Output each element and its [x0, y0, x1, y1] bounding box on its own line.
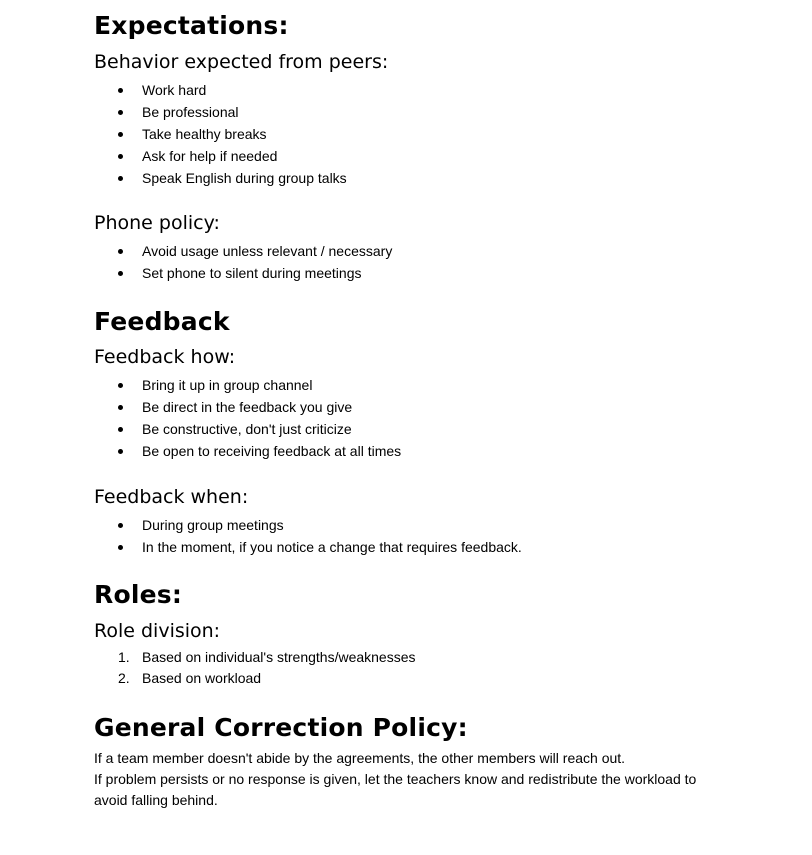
list-item: Ask for help if needed [94, 145, 347, 167]
peers-subheading: Behavior expected from peers: [94, 51, 389, 73]
list-item: Bring it up in group channel [94, 374, 401, 396]
role-division-subheading: Role division: [94, 620, 221, 642]
bullet-icon [118, 154, 123, 159]
list-number: 1. [118, 649, 130, 665]
bullet-icon [118, 405, 123, 410]
correction-paragraph: If a team member doesn't abide by the agreements, the other members will reach out. [94, 750, 626, 766]
bullet-icon [118, 545, 123, 550]
phone-subheading: Phone policy: [94, 212, 220, 234]
list-item: Work hard [94, 79, 347, 101]
phone-list [94, 240, 392, 284]
list-item: 2. Based on workload [94, 668, 416, 689]
bullet-icon [118, 132, 123, 137]
peers-list [94, 79, 347, 189]
list-item: Be open to receiving feedback at all times [94, 440, 401, 462]
feedback-how-subheading: Feedback how: [94, 346, 236, 368]
feedback-when-list [94, 514, 522, 558]
bullet-icon [118, 383, 123, 388]
bullet-icon [118, 271, 123, 276]
feedback-heading: Feedback [94, 307, 230, 336]
list-item: Set phone to silent during meetings [94, 262, 392, 284]
bullet-icon [118, 88, 123, 93]
role-division-list [94, 647, 416, 689]
bullet-icon [118, 523, 123, 528]
list-item: Be constructive, don't just criticize [94, 418, 401, 440]
list-number: 2. [118, 670, 130, 686]
list-item: Avoid usage unless relevant / necessary [94, 240, 392, 262]
bullet-icon [118, 249, 123, 254]
list-item: Take healthy breaks [94, 123, 347, 145]
bullet-icon [118, 449, 123, 454]
list-item: 1. Based on individual's strengths/weaknesses [94, 647, 416, 668]
bullet-icon [118, 427, 123, 432]
list-item: During group meetings [94, 514, 522, 536]
list-item: In the moment, if you notice a change that requires feedback. [94, 536, 522, 558]
list-item: Speak English during group talks [94, 167, 347, 189]
correction-paragraph: If problem persists or no response is given, let the teachers know and redistribute the workload to avoid falling behind. [94, 771, 697, 808]
list-item: Be direct in the feedback you give [94, 396, 401, 418]
bullet-icon [118, 176, 123, 181]
feedback-how-list [94, 374, 401, 462]
correction-heading: General Correction Policy: [94, 713, 468, 742]
bullet-icon [118, 110, 123, 115]
list-item: Be professional [94, 101, 347, 123]
expectations-heading: Expectations: [94, 11, 289, 40]
feedback-when-subheading: Feedback when: [94, 486, 249, 508]
roles-heading: Roles: [94, 580, 183, 609]
